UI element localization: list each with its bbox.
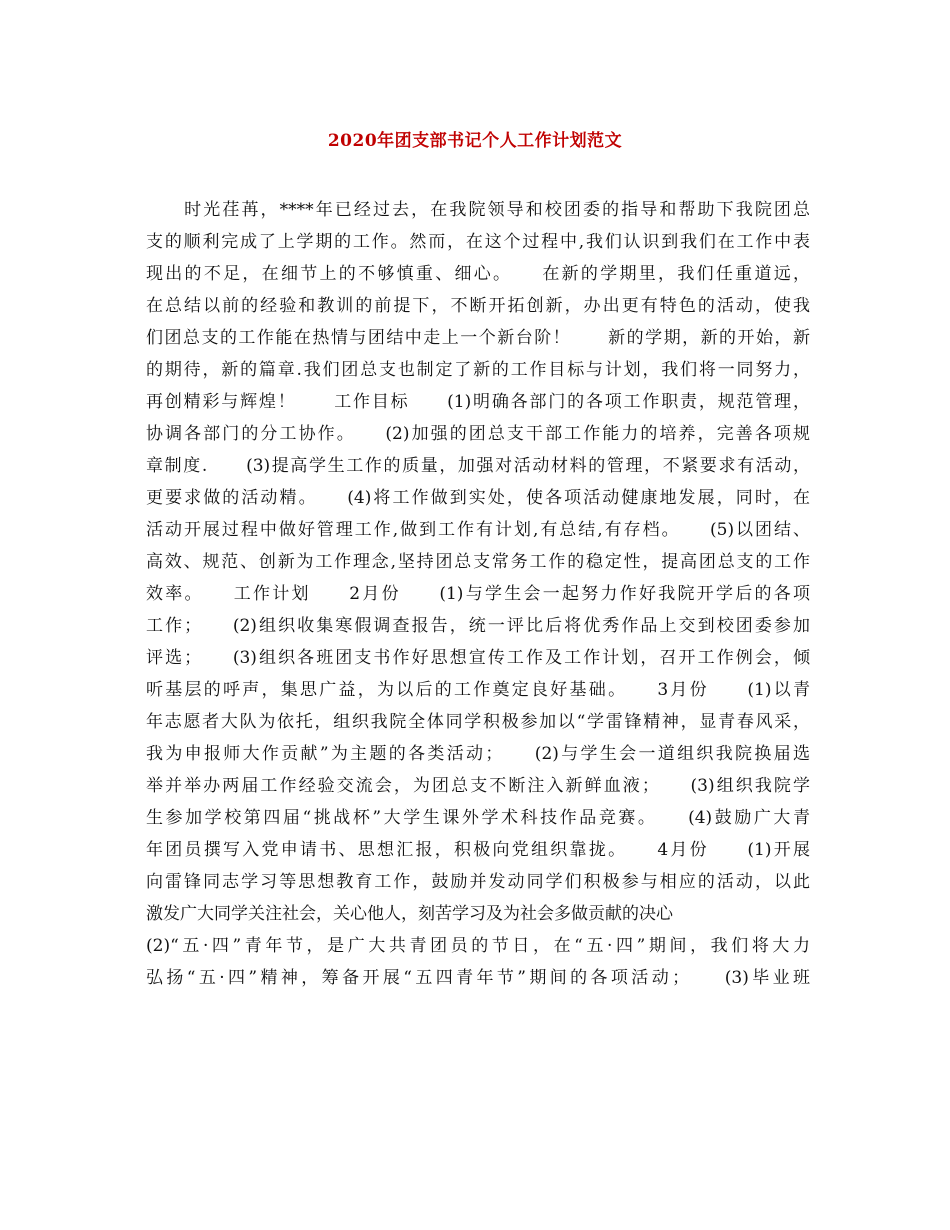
text-line: 现出的不足，在细节上的不够慎重、细心。 在新的学期里，我们任重道远， — [146, 264, 810, 284]
text-line: 举并举办两届工作经验交流会，为团总支不断注入新鲜血液； (3)组织我院学 — [146, 776, 810, 796]
text-line: 工作； (2)组织收集寒假调查报告，统一评比后将优秀作品上交到校团委参加 — [146, 616, 810, 636]
document-title: 2020年团支部书记个人工作计划范文 — [327, 131, 623, 151]
text-line: 高效、规范、创新为工作理念,坚持团总支常务工作的稳定性，提高团总支的工作 — [146, 552, 810, 572]
text-line: 更要求做的活动精。 (4)将工作做到实处，使各项活动健康地发展，同时，在 — [146, 488, 810, 508]
text-line: 我为申报师大作贡献”为主题的各类活动； (2)与学生会一道组织我院换届选 — [146, 744, 810, 764]
text-line: 效率。 工作计划 2月份 (1)与学生会一起努力作好我院开学后的各项 — [146, 584, 810, 604]
text-line: 听基层的呼声，集思广益，为以后的工作奠定良好基础。 3月份 (1)以青 — [146, 680, 810, 700]
text-line: 再创精彩与辉煌！ 工作目标 (1)明确各部门的各项工作职责，规范管理， — [146, 392, 810, 412]
text-line: 向雷锋同志学习等思想教育工作，鼓励并发动同学们积极参与相应的活动，以此 — [146, 872, 810, 892]
document-body — [146, 194, 810, 994]
text-line: 评选； (3)组织各班团支书作好思想宣传工作及工作计划，召开工作例会，倾 — [146, 648, 810, 668]
text-line: 的期待，新的篇章.我们团总支也制定了新的工作目标与计划，我们将一同努力， — [146, 360, 810, 380]
text-line: 时光荏苒，****年已经过去，在我院领导和校团委的指导和帮助下我院团总 — [146, 200, 810, 220]
text-line: 年志愿者大队为依托，组织我院全体同学积极参加以“学雷锋精神，显青春风采， — [146, 712, 810, 732]
text-line: (2)“五·四”青年节，是广大共青团员的节日，在“五·四”期间，我们将大力 — [146, 936, 810, 956]
text-line: 弘扬“五·四”精神，筹备开展“五四青年节”期间的各项活动； (3)毕业班 — [146, 968, 810, 988]
text-line: 活动开展过程中做好管理工作,做到工作有计划,有总结,有存档。 (5)以团结、 — [146, 520, 810, 540]
text-line: 章制度. (3)提高学生工作的质量，加强对活动材料的管理，不紧要求有活动， — [146, 456, 810, 476]
text-line: 们团总支的工作能在热情与团结中走上一个新台阶！ 新的学期，新的开始，新 — [146, 328, 810, 348]
text-line: 支的顺利完成了上学期的工作。然而，在这个过程中,我们认识到我们在工作中表 — [146, 232, 810, 252]
text-line: 在总结以前的经验和教训的前提下，不断开拓创新，办出更有特色的活动，使我 — [146, 296, 810, 316]
text-line: 激发广大同学关注社会，关心他人，刻苦学习及为社会多做贡献的决心 — [146, 904, 673, 924]
text-line: 协调各部门的分工协作。 (2)加强的团总支干部工作能力的培养，完善各项规 — [146, 424, 810, 444]
text-line: 年团员撰写入党申请书、思想汇报，积极向党组织靠拢。 4月份 (1)开展 — [146, 840, 810, 860]
text-line: 生参加学校第四届“挑战杯”大学生课外学术科技作品竞赛。 (4)鼓励广大青 — [146, 808, 810, 828]
